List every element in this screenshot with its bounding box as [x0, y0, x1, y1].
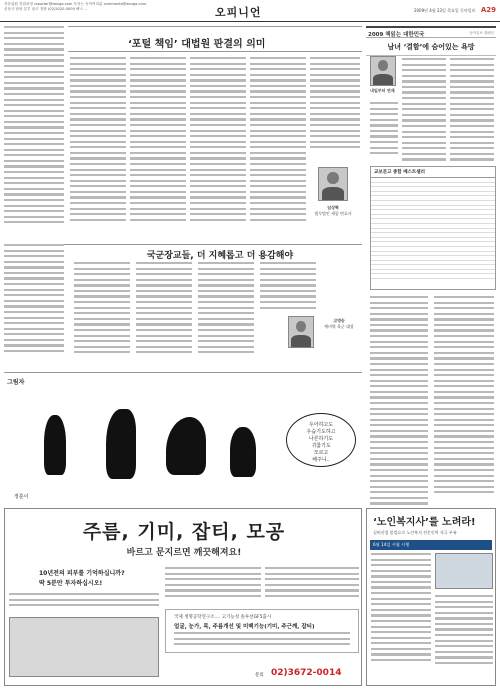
cartoon-strip [4, 372, 362, 506]
ad-banner: 6월 14일 시험 시행 [370, 540, 492, 550]
ad-line: 10년전의 피부를 기억하십니까? [39, 570, 125, 577]
text-block [434, 296, 494, 497]
text-block [402, 58, 446, 164]
writer-label: 내일부터 연재 [370, 88, 395, 93]
editorial-title: ‘포털 책임’ 대법원 판결의 의미 [128, 39, 266, 50]
cartoonist: 정훈이 [14, 494, 29, 500]
list-item [371, 274, 495, 279]
bestseller-title: 교보문고 종합 베스트셀러 [371, 167, 495, 178]
header-contact [4, 2, 194, 11]
text-block [370, 102, 398, 158]
section-title: 오피니언 [215, 6, 262, 19]
text-block [4, 26, 64, 227]
ad-text [174, 632, 350, 649]
ad-image [435, 553, 493, 589]
ad-text [371, 553, 431, 665]
page-number: A29 [480, 6, 496, 14]
series-banner [366, 26, 496, 38]
ad-headline: 주름, 기미, 잡티, 모공 [82, 521, 286, 543]
byline-role: 법무법인 세종 변호사 [314, 211, 352, 216]
book-review-title: 남녀 ‘결함’에 숨어있는 욕망 [366, 42, 496, 56]
text-block [250, 57, 306, 224]
text-block [136, 262, 192, 357]
issue-date: 2009년 4월 23일 목요일 [413, 8, 459, 13]
ad-headline: ‘노인복지사’를 노려라! [373, 517, 476, 528]
cartoon-panel [220, 395, 288, 485]
byline [316, 318, 362, 330]
cartoon-panel [154, 395, 222, 485]
byline [310, 205, 356, 217]
paper-name: 동아일보 [460, 8, 476, 13]
page-header [0, 0, 500, 22]
text-block [310, 57, 360, 152]
ad-phone: 02)3672-0014 [271, 668, 342, 678]
author-photo [288, 316, 314, 348]
cartoon-panel [24, 395, 92, 485]
author-photo [318, 167, 348, 201]
text-block [198, 262, 254, 357]
ad-text [9, 593, 159, 610]
text-block [4, 244, 64, 356]
header-meta [414, 6, 496, 14]
text-block [70, 57, 126, 224]
text-block [260, 262, 316, 312]
title-rule [68, 51, 362, 52]
phone-label: 문의 [255, 673, 264, 678]
advertisement-right [366, 508, 496, 686]
ad-subheadline: 바르고 문지르면 깨끗해져요! [126, 548, 242, 558]
column-title: 국군장교들, 더 지혜롭고 더 용감해야 [146, 251, 294, 261]
ad-text [165, 567, 261, 600]
left-column-text [4, 26, 64, 236]
ad-info-line: 얼굴, 눈가, 목, 주름개선 및 미백기능(기미, 주근깨, 잡티) [174, 624, 315, 630]
text-block [190, 57, 246, 224]
cartoon-panel [88, 395, 156, 485]
header-contact-line: 자문위원 전화과정 reporter@donga.com 독자는 독자여러분 comments@donga.com [4, 2, 147, 6]
bubble-text: 우아하고도 우습기도하고 나른하기도 귀찮기도 모르고 해주니.. [306, 422, 336, 463]
text-block [450, 58, 494, 164]
text-block [370, 296, 428, 508]
reviewer-photo [370, 56, 396, 86]
text-block [130, 57, 186, 224]
advertisement [4, 508, 362, 686]
ad-text [435, 595, 493, 668]
editorial-article [68, 26, 362, 238]
series-sub: 동아일보 캠페인 [469, 31, 494, 35]
text-block [74, 262, 130, 357]
ad-subheadline: 실버산업 붐업으로 노인복지 전문인력 적극 부족 [373, 530, 457, 535]
ad-line: 딱 5분만 투자하십시오! [39, 580, 103, 587]
ad-info-box [165, 609, 359, 653]
speech-bubble [286, 413, 356, 467]
section-rule [40, 244, 362, 245]
ad-text [265, 567, 359, 600]
product-image [9, 617, 159, 677]
byline-role: 예비역 육군 대장 [324, 324, 354, 329]
header-contact-line: 신문사 담당 본부 광고 전화 (02)2020-0000 팩스 ... [4, 6, 88, 11]
bestseller-list [370, 166, 496, 290]
ad-info-line: 국제 생명공학연구소.... 고기능성 솔루션GF5출시 [174, 615, 272, 620]
cartoon-label: 그림자 [7, 379, 25, 386]
byline-name: 임상혁 [327, 205, 339, 210]
series-name: 2009 책읽는 대한민국 [368, 32, 425, 38]
byline-name: 고영승 [333, 318, 345, 323]
